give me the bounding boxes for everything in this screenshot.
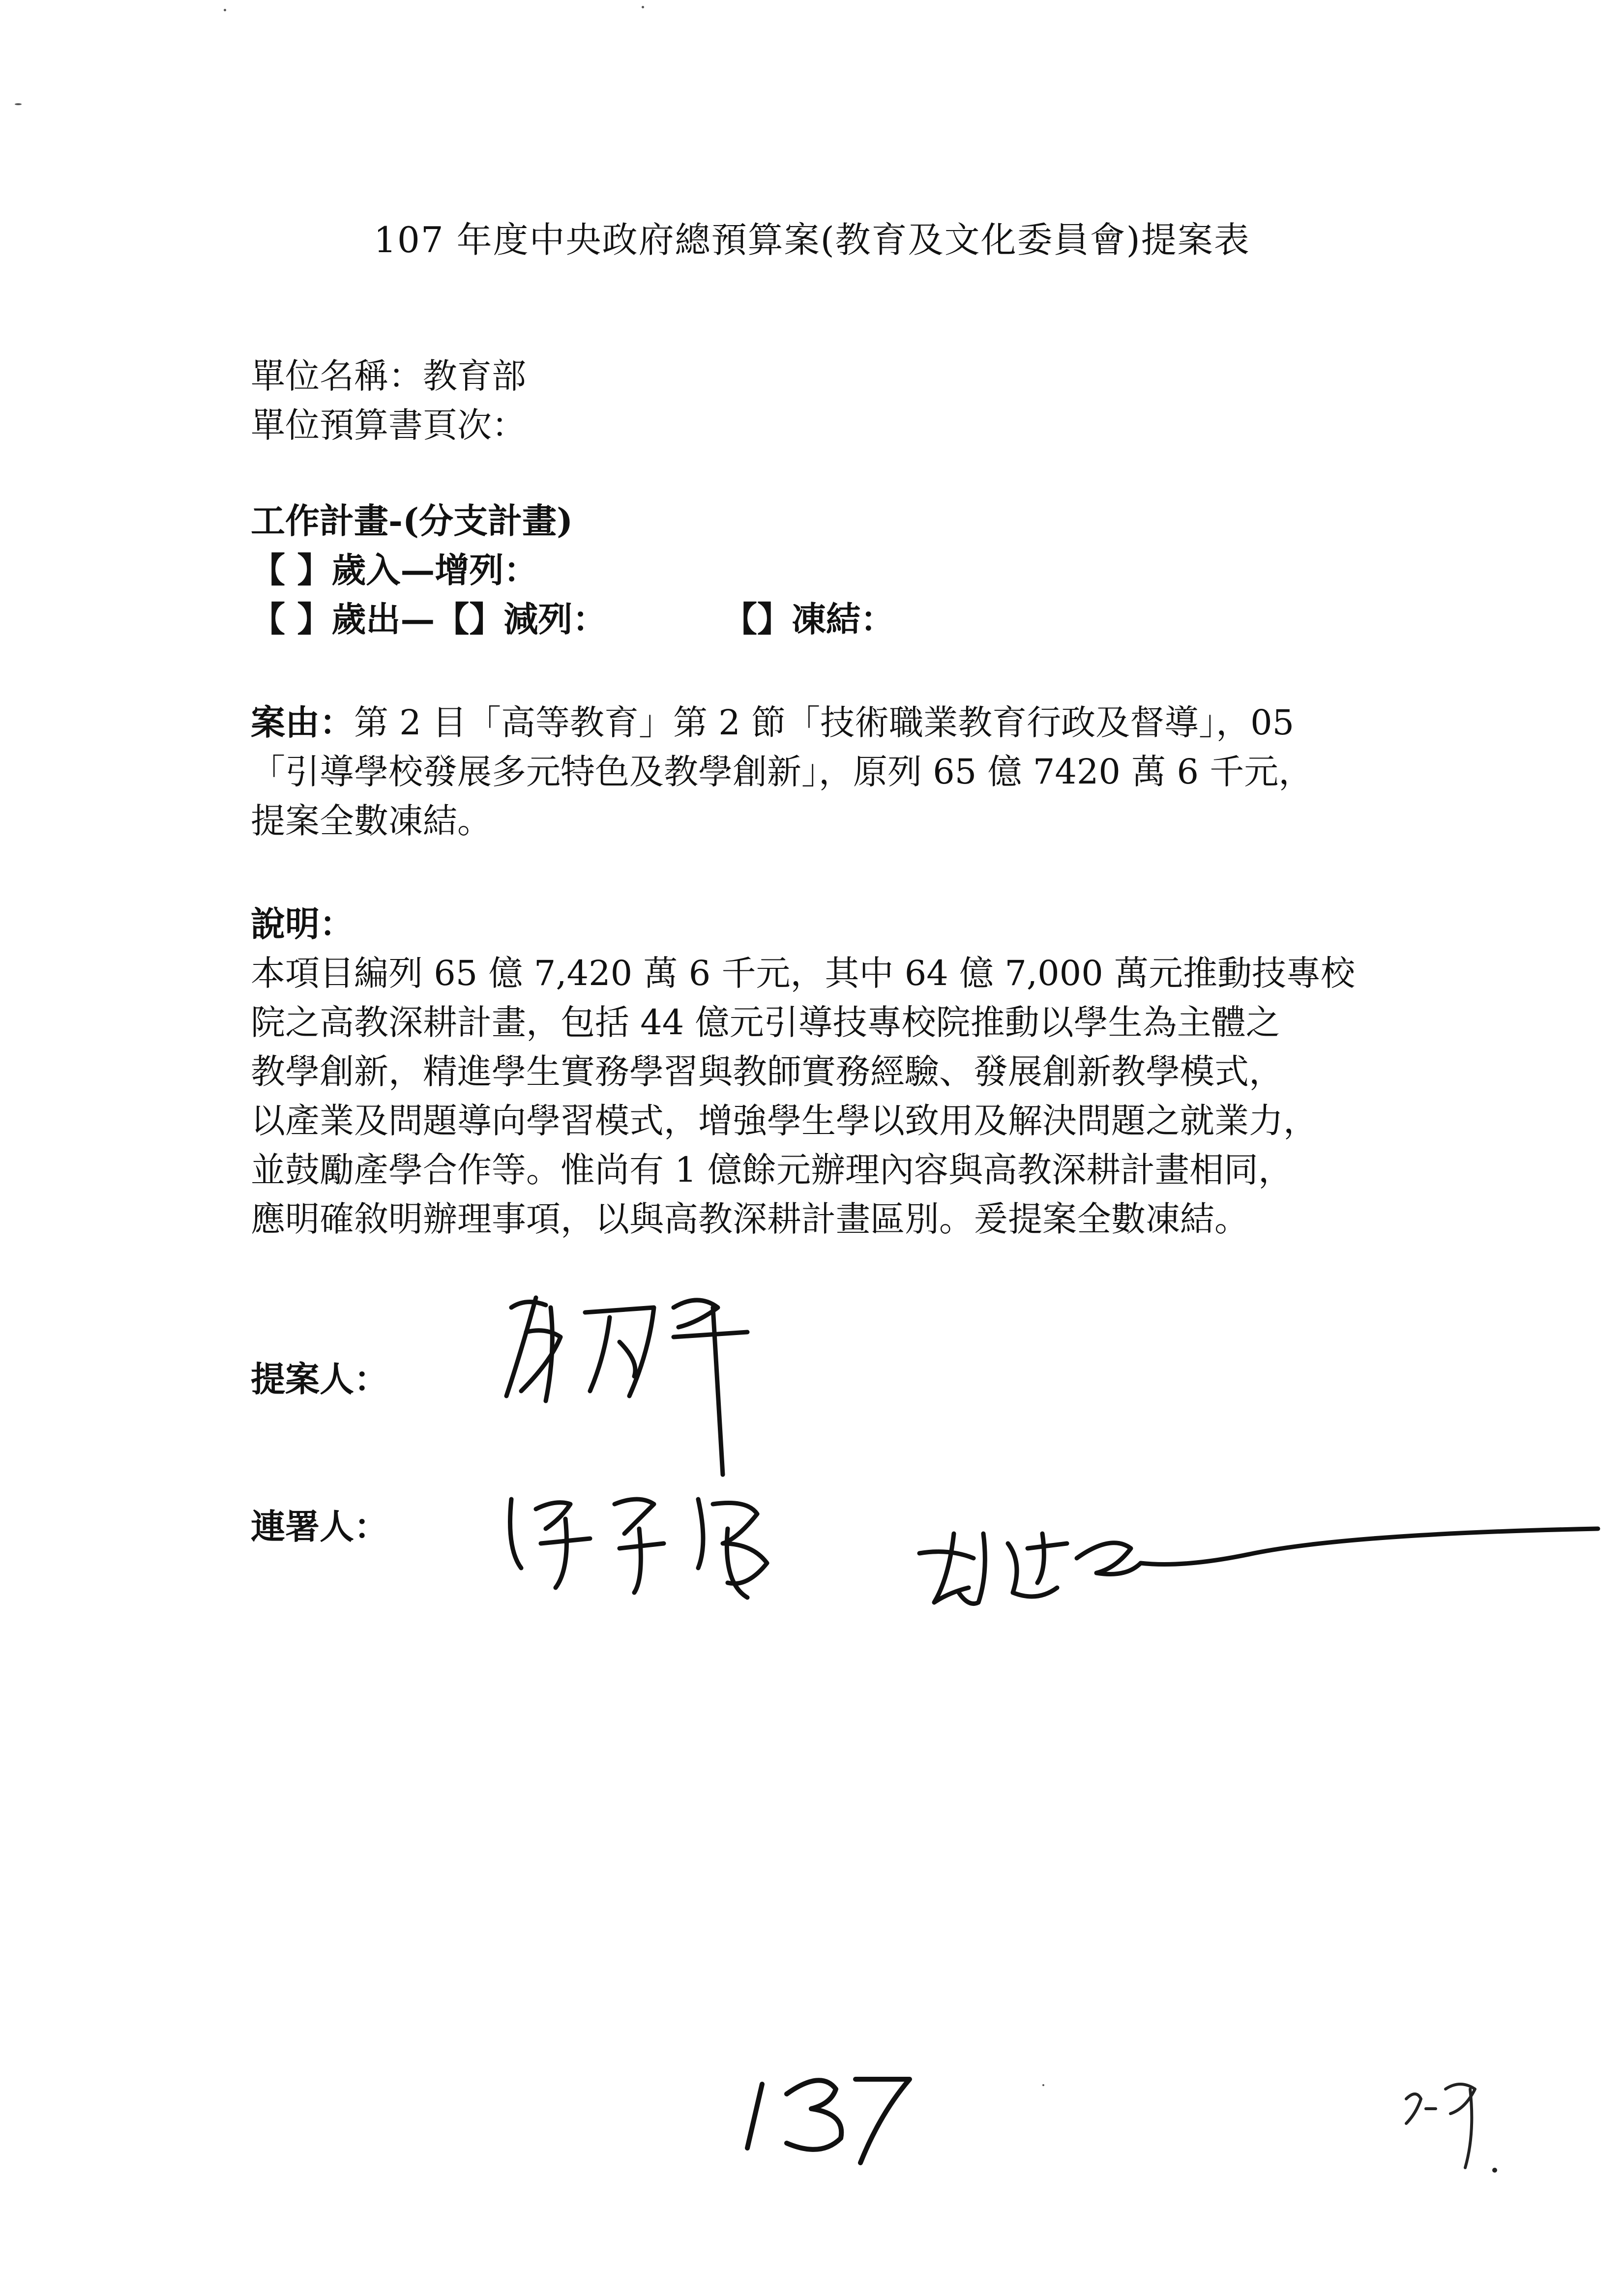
cosigner-signature-2 <box>910 1504 1608 1642</box>
document-title: 107 年度中央政府總預算案(教育及文化委員會)提案表 <box>374 219 1250 261</box>
explanation-line-5: 並鼓勵產學合作等。惟尚有 1 億餘元辦理內容與高教深耕計畫相同， <box>251 1150 1293 1190</box>
explanation-section <box>251 900 1441 1244</box>
reason-line-3: 提案全數凍結。 <box>251 801 492 841</box>
budget-page-row <box>251 401 526 450</box>
budget-page-label: 單位預算書頁次： <box>251 405 526 445</box>
explanation-line-2: 院之高教深耕計畫，包括 44 億元引導技專校院推動以學生為主體之 <box>251 1002 1280 1043</box>
unit-name-value: 教育部 <box>423 356 526 396</box>
handwritten-mark <box>1396 2069 1534 2187</box>
proposer-signature <box>492 1278 836 1484</box>
revenue-line: 【 】歲入—增列： <box>251 550 538 590</box>
explanation-line-4: 以產業及問題導向學習模式，增強學生學以致用及解決問題之就業力， <box>251 1101 1318 1141</box>
expenditure-line: 【 】歲出—【】減列： <box>251 599 607 639</box>
proposer-label: 提案人： <box>251 1359 388 1399</box>
cosigner-signature-1 <box>492 1470 836 1627</box>
reason-label: 案由： <box>251 702 354 743</box>
scan-speck <box>224 9 226 11</box>
reason-line-2: 「引導學校發展多元特色及教學創新」，原列 65 億 7420 萬 6 千元， <box>251 752 1313 792</box>
explanation-line-6: 應明確敘明辦理事項，以與高教深耕計畫區別。爰提案全數凍結。 <box>251 1199 1249 1239</box>
unit-name-row <box>251 351 526 401</box>
explanation-line-3: 教學創新，精進學生實務學習與教師實務經驗、發展創新教學模式， <box>251 1051 1283 1092</box>
scan-speck <box>642 6 644 8</box>
work-plan-label: 工作計畫-(分支計畫) <box>251 500 573 541</box>
scan-speck <box>1042 2084 1044 2086</box>
unit-name-label: 單位名稱： <box>251 356 423 396</box>
scan-speck <box>15 103 22 105</box>
cosigner-label: 連署人： <box>251 1506 388 1547</box>
freeze-label: 【】凍結： <box>723 599 895 639</box>
explanation-line-1: 本項目編列 65 億 7,420 萬 6 千元，其中 64 億 7,000 萬元推動技專校 <box>251 953 1355 993</box>
handwritten-page-number <box>733 2050 939 2168</box>
explanation-label: 說明： <box>251 903 354 944</box>
reason-line-1: 第 2 目「高等教育」第 2 節「技術職業教育行政及督導」，05 <box>354 702 1295 743</box>
reason-section <box>251 698 1441 845</box>
